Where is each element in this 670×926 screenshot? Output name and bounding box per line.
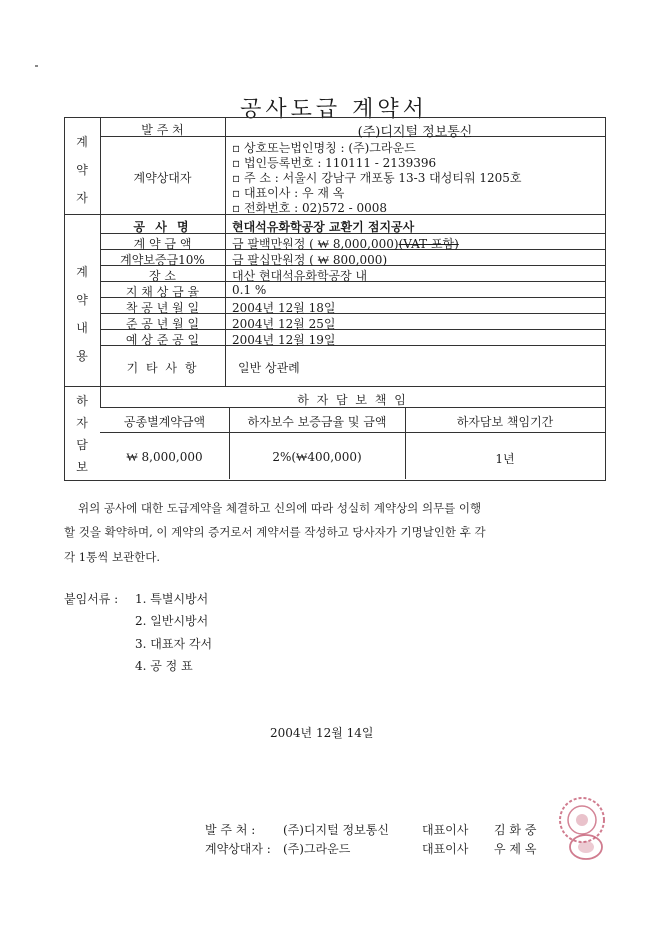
signature-orderer-role: 대표이사: [422, 823, 469, 837]
row-value-expected-date: 2004년 12월 19일: [232, 333, 336, 347]
body-line-1: 위의 공사에 대한 도급계약을 체결하고 신의에 따라 성실히 계약상의 의무를 이행: [78, 501, 482, 515]
row-label-end-date: 준 공 년 월 일: [125, 317, 200, 331]
contractor-address: ▫ 주 소 : 서울시 강남구 개포동 13-3 대성티워 1205호: [232, 171, 522, 185]
contract-section-label: [64, 258, 100, 370]
orderer-value: (주)디지털 정보통신: [357, 125, 473, 140]
contractor-name: ▫ 상호또는법인명칭 : (주)그라운드: [232, 141, 416, 155]
signature-contractor-role: 대표이사: [422, 842, 469, 856]
row-value-location: 대산 현대석유화학공장 내: [232, 269, 368, 283]
row-label-deposit: 계약보증금10%: [120, 253, 205, 267]
row-value-deposit: 금 팔십만원정 ( ₩ 800,000): [232, 253, 388, 267]
row-value-project: 현대석유화학공장 교환기 점지공사: [232, 220, 415, 234]
row-label-delay-rate: 지 채 상 금 율: [125, 285, 200, 299]
amount-text: 금 팔백만원정 ( ₩ 8,000,000): [232, 237, 399, 251]
contractor-reg-number: ▫ 법인등록번호 : 110111 - 2139396: [232, 156, 437, 170]
signature-orderer-company: (주)디지털 정보통신: [283, 823, 389, 837]
warranty-value-period: 1년: [495, 452, 515, 466]
attachment-3: 3. 대표자 각서: [135, 637, 213, 651]
contract-section-text: 계 약 내 용: [76, 265, 88, 363]
row-label-misc: 기 타 사 항: [126, 361, 199, 375]
signature-contractor-company: (주)그라운드: [283, 842, 351, 856]
row-label-project: 공 사 명: [133, 220, 192, 234]
attachment-4: 4. 공 정 표: [135, 659, 193, 673]
row-value-start-date: 2004년 12월 18일: [232, 301, 336, 315]
signature-orderer-name: 김 화 중: [494, 823, 537, 837]
document-title: 공사도급 계약서: [240, 97, 428, 122]
party-section-label: [64, 128, 100, 212]
row-label-location: 장 소: [149, 269, 176, 283]
row-label-expected-date: 예 상 준 공 일: [125, 333, 200, 347]
attachment-1: 1. 특별시방서: [135, 592, 209, 606]
contract-date: 2004년 12월 14일: [270, 726, 374, 740]
warranty-heading: 하 자 담 보 책 임: [297, 393, 408, 407]
party-section-text: 계 약 자: [76, 135, 88, 205]
body-line-3: 각 1통씩 보관한다.: [64, 550, 161, 564]
attachments-label: 붙임서류 :: [64, 592, 119, 606]
scan-mark: [35, 65, 38, 67]
signature-contractor-name: 우 제 옥: [494, 842, 537, 856]
signature-orderer-label: 발 주 처 :: [205, 823, 256, 837]
row-label-start-date: 착 공 년 월 일: [125, 301, 200, 315]
personal-seal-icon: [566, 830, 606, 864]
attachment-2: 2. 일반시방서: [135, 614, 209, 628]
contractor-ceo: ▫ 대표이사 : 우 재 옥: [232, 186, 345, 200]
warranty-section-label: [64, 390, 100, 478]
contractor-label: 계약상대자: [133, 171, 192, 185]
warranty-section-text: 하 자 담 보: [76, 394, 88, 474]
row-value-misc: 일반 상관례: [238, 361, 300, 375]
row-value-end-date: 2004년 12월 25일: [232, 317, 336, 331]
warranty-col-amount: 공종별계약금액: [123, 415, 206, 429]
row-value-amount: [232, 235, 459, 252]
warranty-value-deposit: 2%(₩400,000): [272, 450, 362, 464]
orderer-label: 발 주 처: [141, 123, 184, 137]
contractor-phone: ▫ 전화번호 : 02)572 - 0008: [232, 201, 388, 215]
signature-contractor-label: 계약상대자 :: [205, 842, 271, 856]
amount-struck-text: (VAT 포함): [398, 237, 459, 251]
row-value-delay-rate: 0.1 %: [232, 283, 267, 297]
warranty-value-amount: ₩ 8,000,000: [126, 450, 203, 464]
body-line-2: 할 것을 확약하며, 이 계약의 증거로서 계약서를 작성하고 당사자가 기명날인한 후 각: [64, 525, 486, 539]
warranty-col-period: 하자담보 책임기간: [456, 415, 554, 429]
warranty-col-deposit: 하자보수 보증금율 및 금액: [247, 415, 387, 429]
row-label-amount: 계 약 금 액: [133, 237, 192, 251]
